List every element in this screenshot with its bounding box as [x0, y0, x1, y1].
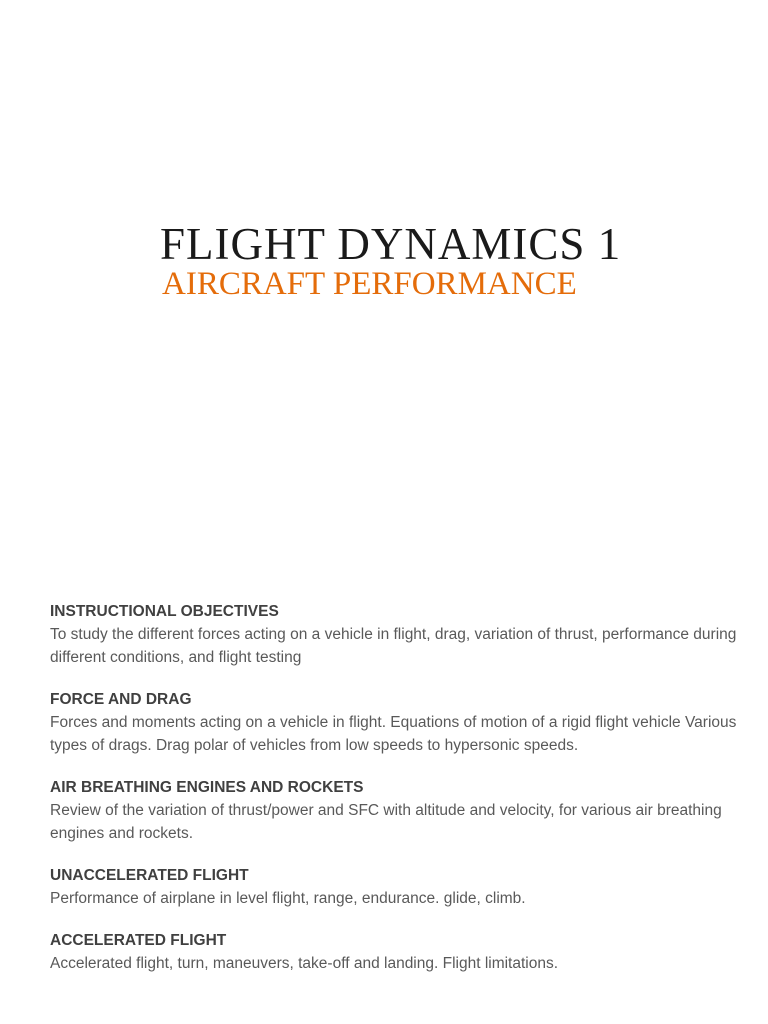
section-heading: ACCELERATED FLIGHT [50, 932, 227, 949]
document-title: FLIGHT DYNAMICS 1 [160, 219, 622, 269]
section-body: Performance of airplane in level flight, range, endurance. glide, climb. [50, 890, 526, 907]
section-body: Forces and moments acting on a vehicle in flight. Equations of motion of a rigid flight vehicle Various types of drags. Drag polar of vehicles from low speeds to hypersonic speeds. [50, 714, 737, 754]
section-force-and-drag [50, 688, 740, 757]
section-body: To study the different forces acting on a vehicle in flight, drag, variation of thrust, performance during different conditions, and flight testing [50, 626, 737, 666]
section-unaccelerated-flight [50, 864, 740, 910]
section-heading: FORCE AND DRAG [50, 691, 192, 708]
section-body: Accelerated flight, turn, maneuvers, take-off and landing. Flight limitations. [50, 955, 559, 972]
section-body: Review of the variation of thrust/power and SFC with altitude and velocity, for various air breathing engines and rockets. [50, 802, 722, 842]
section-heading: AIR BREATHING ENGINES AND ROCKETS [50, 779, 364, 796]
section-accelerated-flight [50, 929, 740, 975]
section-heading: INSTRUCTIONAL OBJECTIVES [50, 603, 279, 620]
section-air-breathing-engines [50, 776, 740, 845]
syllabus-sections [50, 600, 740, 994]
section-instructional-objectives [50, 600, 740, 669]
document-subtitle: AIRCRAFT PERFORMANCE [162, 266, 577, 302]
section-heading: UNACCELERATED FLIGHT [50, 867, 249, 884]
